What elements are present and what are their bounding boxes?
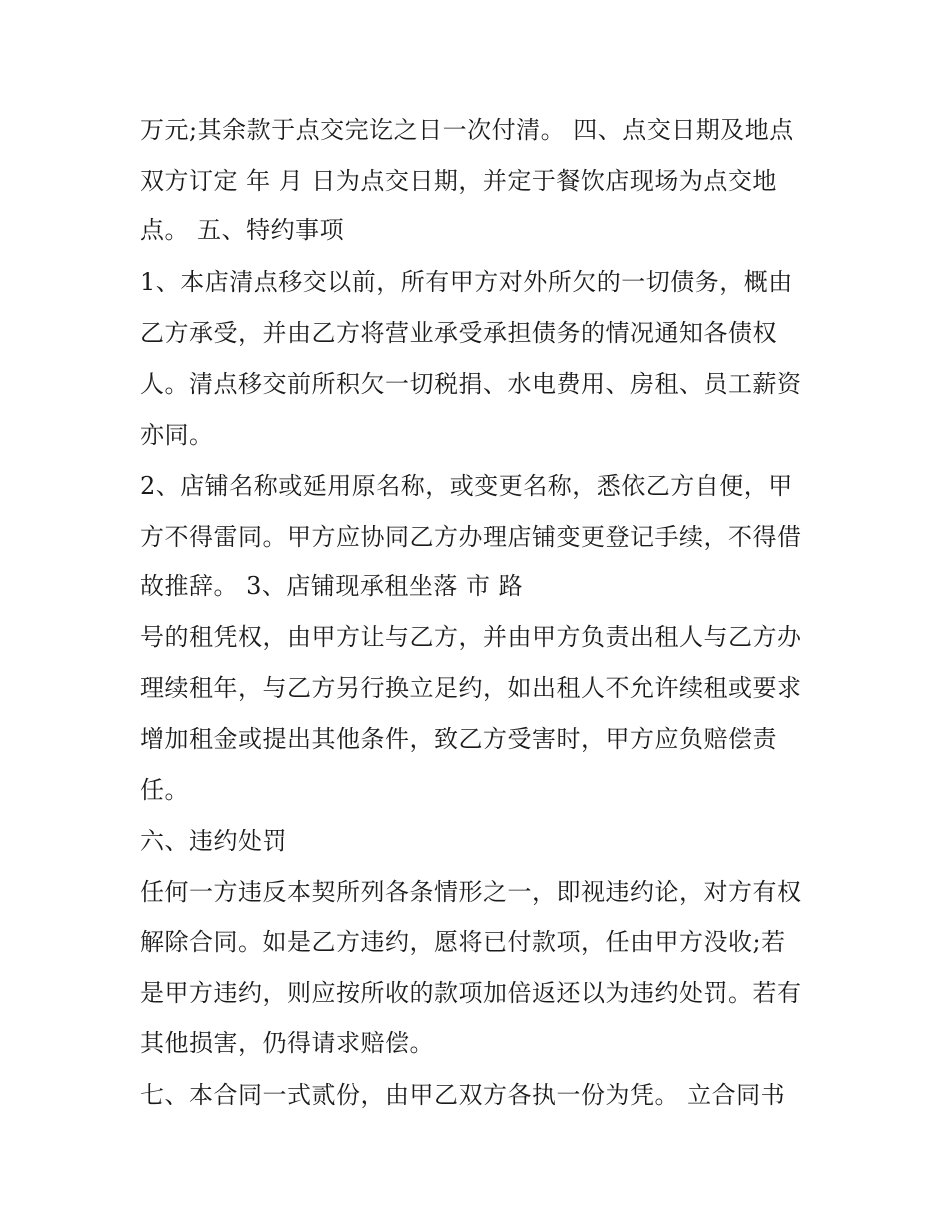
text-line: 理续租年，与乙方另行换立足约，如出租人不允许续租或要求: [140, 674, 802, 702]
text-line: 2、店铺名称或延用原名称，或变更名称，悉依乙方自便，甲: [140, 472, 793, 500]
text-line: 双方订定 年 月 日为点交日期，并定于餐饮店现场为点交地: [140, 167, 777, 195]
text-line: 故推辞。 3、店铺现承租坐落 市 路: [140, 572, 524, 600]
text-line: 人。清点移交前所积欠一切税捐、水电费用、房租、员工薪资: [140, 370, 802, 398]
text-line: 号的租凭权，由甲方让与乙方，并由甲方负责出租人与乙方办: [140, 623, 802, 651]
text-line: 是甲方违约，则应按所收的款项加倍返还以为违约处罚。若有: [140, 979, 802, 1007]
text-line: 其他损害，仍得请求赔偿。: [140, 1029, 434, 1057]
text-line: 解除合同。如是乙方违约，愿将已付款项，任由甲方没收;若: [140, 928, 786, 956]
text-line: 亦同。: [140, 421, 214, 449]
text-line: 方不得雷同。甲方应协同乙方办理店铺变更登记手续，不得借: [140, 523, 802, 551]
text-line: 增加租金或提出其他条件，致乙方受害时，甲方应负赔偿责: [140, 725, 777, 753]
text-line: 乙方承受，并由乙方将营业承受承担债务的情况通知各债权: [140, 319, 777, 347]
text-line: 万元;其余款于点交完讫之日一次付清。 四、点交日期及地点: [140, 116, 794, 144]
text-line: 任何一方违反本契所列各条情形之一，即视违约论，对方有权: [140, 878, 802, 906]
text-line: 任。: [140, 776, 189, 804]
section-heading: 六、违约处罚: [140, 827, 287, 855]
text-line: 1、本店清点移交以前，所有甲方对外所欠的一切债务，概由: [140, 268, 793, 296]
text-line: 点。 五、特约事项: [140, 216, 345, 244]
text-line: 七、本合同一式贰份，由甲乙双方各执一份为凭。 立合同书: [140, 1081, 786, 1109]
